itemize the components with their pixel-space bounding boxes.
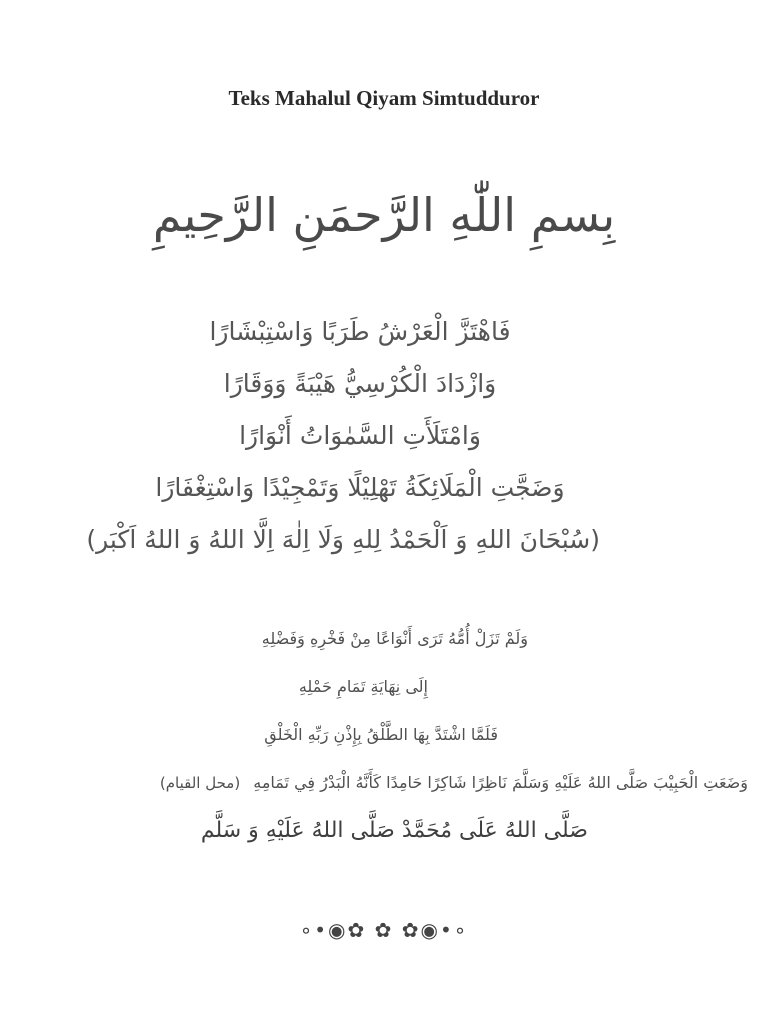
verse-block-2 [20, 615, 748, 855]
ornament-divider: ∘•◉✿ ✿ ✿◉•∘ [299, 918, 469, 942]
verse-block-1 [86, 306, 600, 566]
verse-line: وَازْدَادَ الْكُرْسِيُّ هَيْبَةً وَوَقَارًا [223, 369, 497, 398]
mahal-qiyam-note: (محل القيام) [159, 774, 241, 792]
verse-line: فَلَمَّا اشْتَدَّ بِهَا الطَّلْقُ بِإِذْنِ رَبِّهِ الْخَلْقِ [264, 725, 498, 744]
verse-line: وَضَجَّتِ الْمَلَائِكَةُ تَهْلِيْلًا وَتَمْجِيْدًا وَاسْتِغْفَارًا [155, 473, 565, 502]
verse-line-mahal [20, 759, 748, 807]
verse-text: وَضَعَتِ الْحَبِيْبَ صَلَّى اللهُ عَلَيْهِ وَسَلَّمَ نَاظِرًا شَاكِرًا حَامِدًا كَأَنَّهُ الْبَدْرُ فِي تَمَامِهِ [253, 773, 748, 792]
verse-line: وَامْتَلَأَتِ السَّمٰوَاتُ أَنْوَارًا [239, 421, 481, 450]
page-title: Teks Mahalul Qiyam Simtudduror [228, 86, 540, 110]
verse-line: فَاهْتَزَّ الْعَرْشُ طَرَبًا وَاسْتِبْشَارًا [209, 317, 511, 346]
verse-line: إِلَى نِهَايَةِ تَمَامِ حَمْلِهِ [298, 677, 428, 696]
verse-line: وَلَمْ تَزَلْ أُمُّهُ تَرَى أَنْوَاعًا مِنْ فَخْرِهِ وَفَضْلِهِ [261, 629, 528, 648]
verse-line: (سُبْحَانَ اللهِ وَ اَلْحَمْدُ لِلهِ وَلَا اِلٰهَ اِلَّا اللهُ وَ اللهُ اَكْبَر) [86, 525, 600, 554]
salawat-line: صَلَّى اللهُ عَلَى مُحَمَّدْ صَلَّى اللهُ عَلَيْهِ وَ سَلَّم [200, 818, 588, 843]
basmala-heading: بِسمِ اللّٰهِ الرَّحمَنِ الرَّحِيمِ [152, 188, 616, 242]
